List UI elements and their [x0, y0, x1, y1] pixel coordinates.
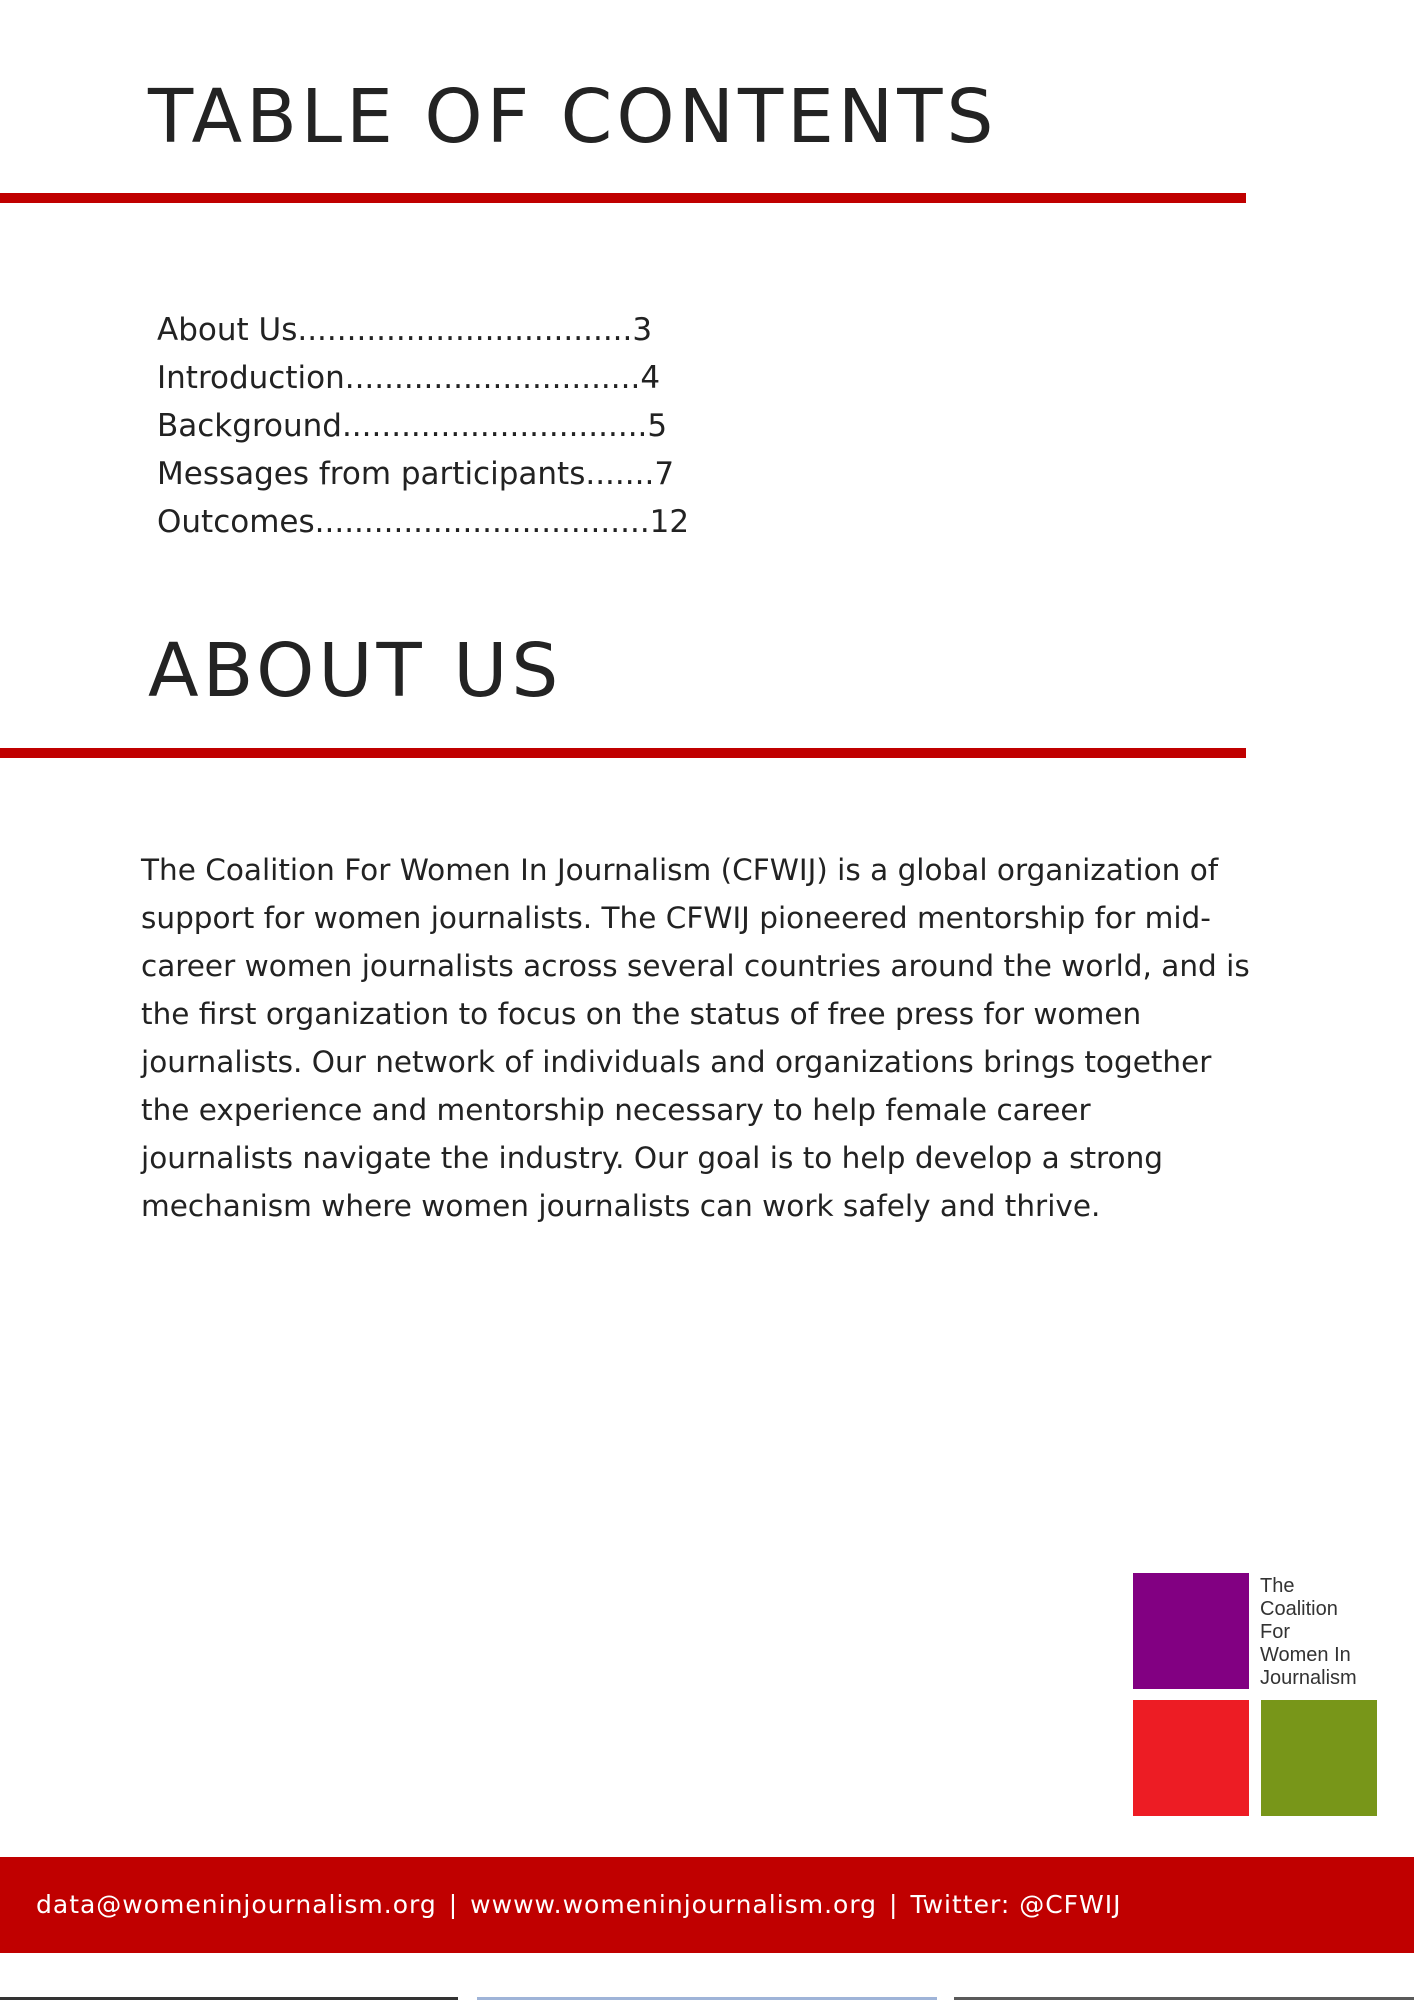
logo-line: The: [1260, 1575, 1295, 1597]
toc-entry-introduction: Introduction..............................4: [157, 360, 661, 396]
cfwij-logo: [1133, 1573, 1378, 1817]
footer-website-link[interactable]: wwww.womeninjournalism.org: [470, 1890, 878, 1919]
toc-list: [157, 306, 689, 546]
toc-divider: [0, 193, 1246, 203]
toc-heading: TABLE OF CONTENTS: [148, 74, 998, 160]
logo-line: For: [1260, 1621, 1290, 1643]
toc-entry-background: Background...............................5: [157, 408, 668, 444]
contact-footer: [0, 1857, 1414, 1953]
footer-separator: |: [448, 1890, 459, 1919]
logo-wordmark: [1260, 1575, 1357, 1690]
about-divider: [0, 748, 1246, 758]
toc-entry-messages: Messages from participants.......7: [157, 456, 675, 492]
logo-line: Women In: [1260, 1644, 1351, 1666]
toc-entry-about-us: About Us..................................3: [157, 312, 653, 348]
about-paragraph: The Coalition For Women In Journalism (CFWIJ) is a global organization of support for women journalists. The CFWIJ pioneered mentorship for mid-career women journalists across several countries around the world, and is the first organization to focus on the status of free press for women journalists. Our network of individuals and organizations brings together the experience and mentorship necessary to help female career journalists navigate the industry. Our goal is to help develop a strong mechanism where women journalists can work safely and thrive.: [141, 853, 1250, 1223]
footer-twitter-link[interactable]: Twitter: @CFWIJ: [910, 1890, 1122, 1919]
logo-purple-square: [1133, 1573, 1249, 1689]
logo-line: Journalism: [1260, 1667, 1357, 1689]
footer-email-link[interactable]: data@womeninjournalism.org: [36, 1890, 437, 1919]
about-heading: ABOUT US: [148, 628, 563, 714]
toc-entry-outcomes: Outcomes..................................12: [157, 504, 690, 540]
logo-green-square: [1261, 1700, 1377, 1816]
footer-separator: |: [889, 1890, 899, 1919]
logo-red-square: [1133, 1700, 1249, 1816]
logo-line: Coalition: [1260, 1598, 1338, 1620]
